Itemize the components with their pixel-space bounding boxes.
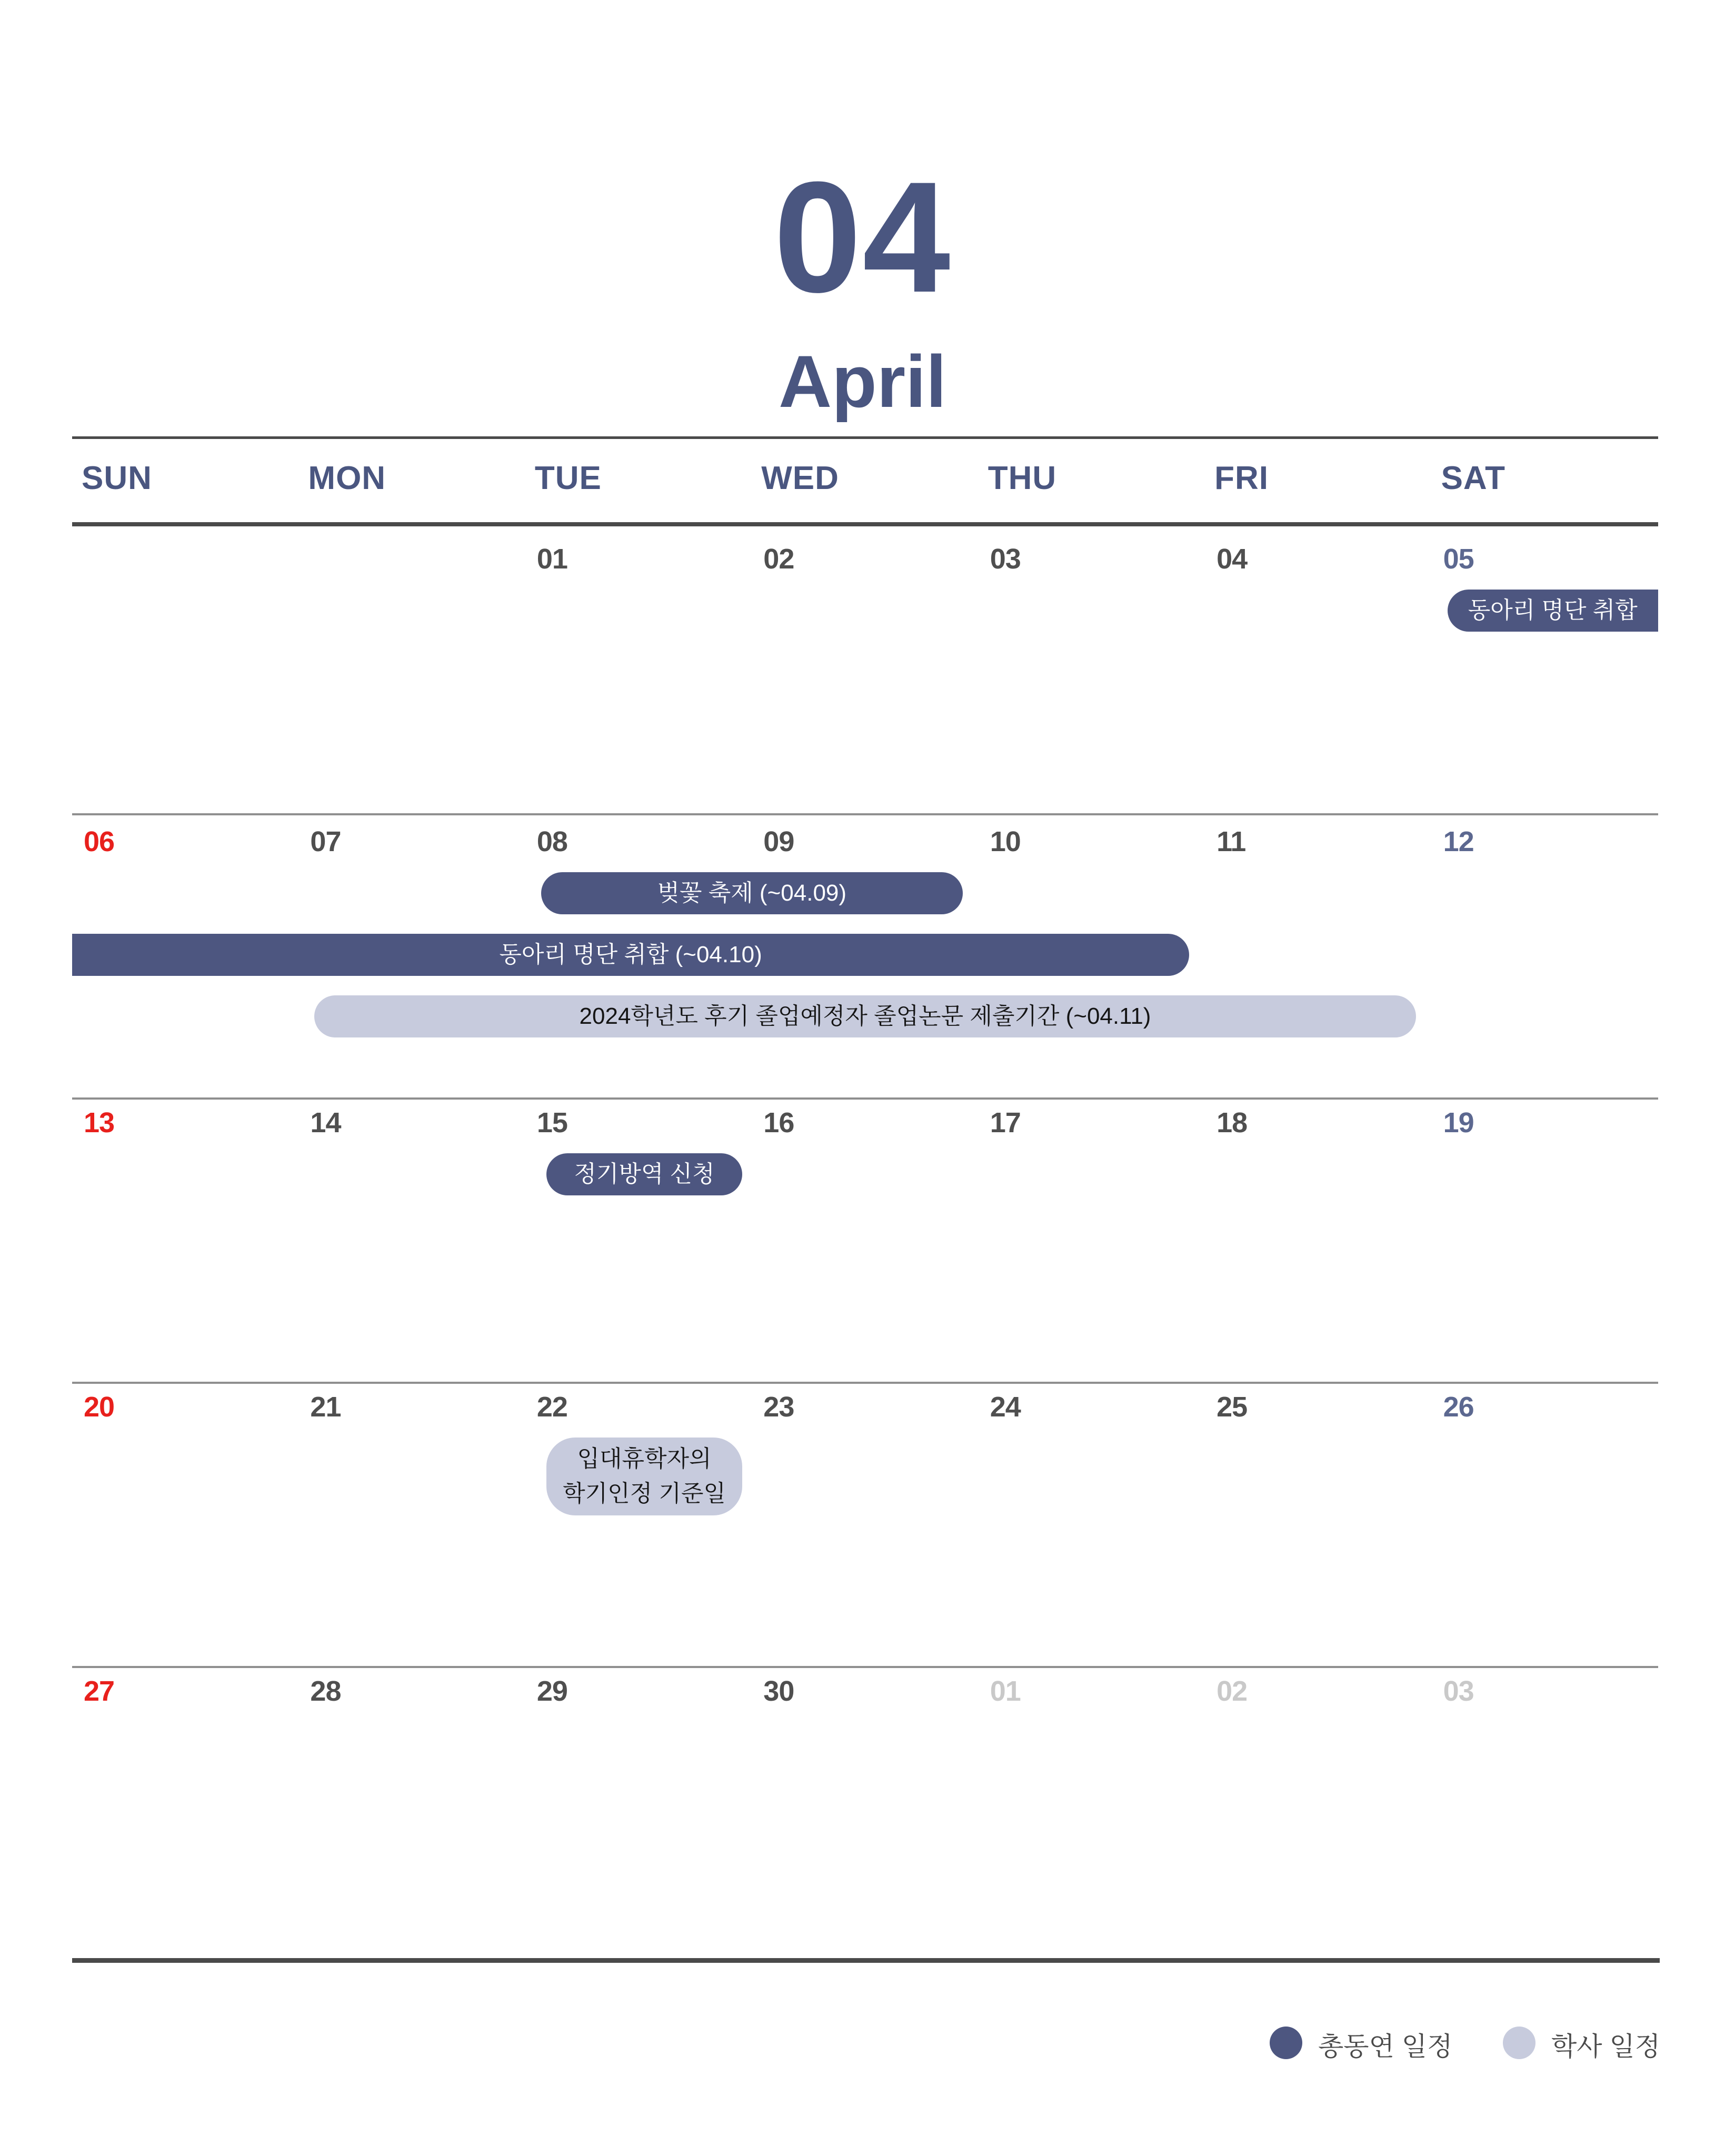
event-pill	[546, 1438, 742, 1515]
day-number: 20	[84, 1391, 115, 1423]
day-number: 12	[1443, 826, 1474, 857]
month-name: April	[779, 340, 946, 423]
day-number: 24	[990, 1391, 1021, 1423]
day-number: 03	[990, 543, 1021, 575]
legend-dot-academic-icon	[1503, 2027, 1535, 2059]
event-pill: 벚꽃 축제 (~04.09)	[541, 872, 963, 914]
day-number: 11	[1217, 826, 1246, 857]
week-divider	[72, 1666, 1658, 1668]
day-number: 25	[1217, 1391, 1248, 1423]
weekday-header-sat: SAT	[1441, 460, 1505, 496]
header-underline	[72, 522, 1658, 526]
day-number: 13	[84, 1107, 115, 1139]
day-number: 02	[763, 543, 794, 575]
day-number: 15	[536, 1107, 567, 1139]
weekday-header-thu: THU	[988, 460, 1057, 496]
legend-dot-council-icon	[1270, 2027, 1302, 2059]
legend-label-academic: 학사 일정	[1551, 2032, 1661, 2061]
day-number: 16	[763, 1107, 794, 1139]
day-number: 04	[1217, 543, 1248, 575]
week-divider	[72, 1382, 1658, 1384]
weekday-header-fri: FRI	[1214, 460, 1269, 496]
event-pill: 동아리 명단 취합	[1448, 590, 1658, 632]
day-number: 01	[990, 1675, 1021, 1707]
day-number: 19	[1443, 1107, 1474, 1139]
day-number: 05	[1443, 543, 1474, 575]
day-number: 26	[1443, 1391, 1474, 1423]
weekday-header-mon: MON	[308, 460, 386, 496]
day-number: 27	[84, 1675, 115, 1707]
calendar-bottom-line	[72, 1958, 1660, 1963]
day-number: 18	[1217, 1107, 1248, 1139]
week-divider	[72, 1097, 1658, 1100]
day-number: 30	[763, 1675, 794, 1707]
day-number: 07	[310, 826, 341, 857]
calendar-top-line	[72, 436, 1658, 439]
day-number: 17	[990, 1107, 1021, 1139]
weekday-header-tue: TUE	[534, 460, 602, 496]
day-number: 22	[536, 1391, 567, 1423]
day-number: 28	[310, 1675, 341, 1707]
day-number: 01	[536, 543, 567, 575]
day-number: 23	[763, 1391, 794, 1423]
event-pill: 정기방역 신청	[546, 1153, 742, 1195]
day-number: 08	[536, 826, 567, 857]
day-number: 06	[84, 826, 115, 857]
week-divider	[72, 813, 1658, 815]
month-number: 04	[773, 148, 952, 325]
day-number: 29	[536, 1675, 567, 1707]
day-number: 03	[1443, 1675, 1474, 1707]
day-number: 02	[1217, 1675, 1248, 1707]
day-number: 14	[310, 1107, 341, 1139]
day-number: 09	[763, 826, 794, 857]
legend-label-council: 총동연 일정	[1318, 2032, 1453, 2061]
day-number: 10	[990, 826, 1021, 857]
weekday-header-wed: WED	[761, 460, 839, 496]
event-pill-line: 학기인정 기준일	[563, 1481, 726, 1506]
weekday-header-sun: SUN	[82, 460, 152, 496]
event-pill: 동아리 명단 취합 (~04.10)	[72, 934, 1189, 976]
event-pill-line: 입대휴학자의	[577, 1446, 712, 1472]
event-pill: 2024학년도 후기 졸업예정자 졸업논문 제출기간 (~04.11)	[314, 995, 1415, 1037]
day-number: 21	[310, 1391, 341, 1423]
